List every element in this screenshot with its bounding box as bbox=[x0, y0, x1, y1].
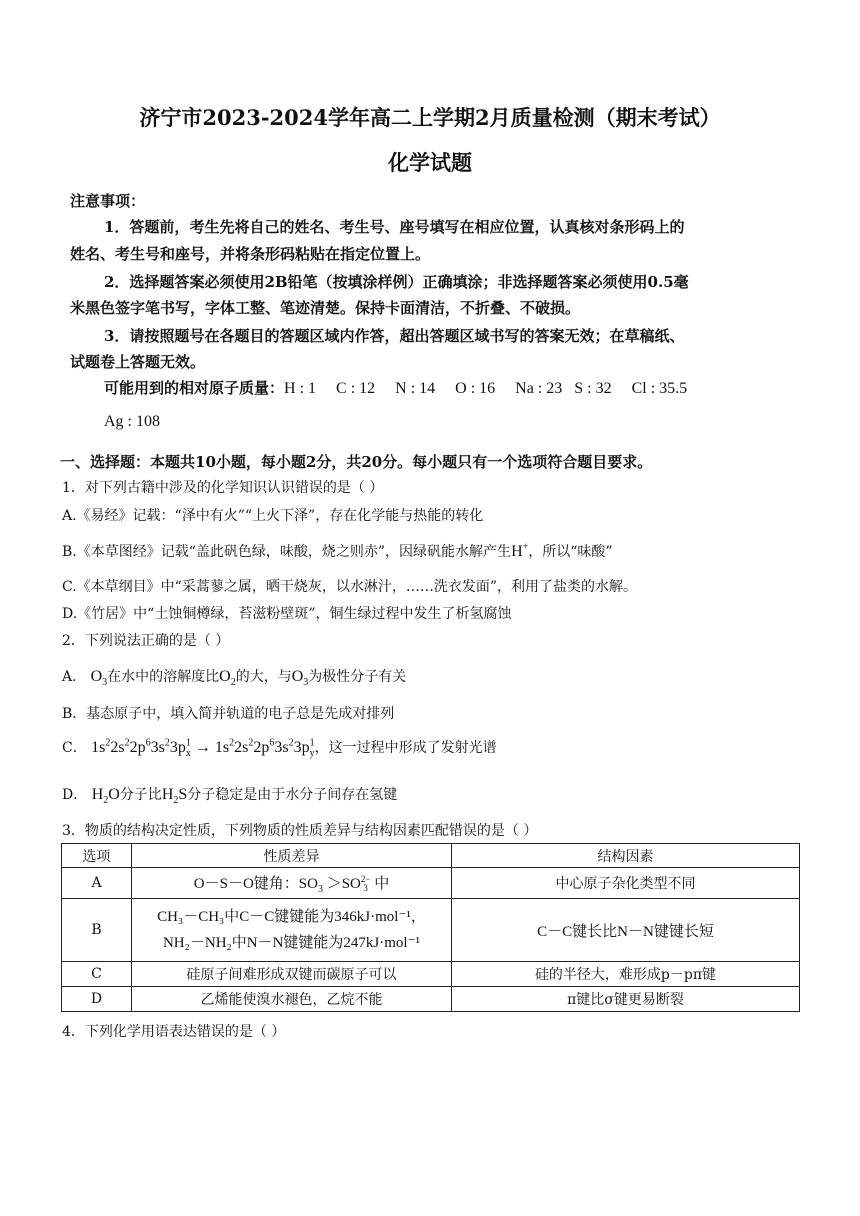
notice-item-3b: 试题卷上答题无效。 bbox=[70, 353, 206, 371]
option-d-text1: 分子比 bbox=[119, 787, 162, 803]
property-line-2: NH₂－NH₂中N－N键键能为247kJ·mol⁻¹ bbox=[162, 935, 421, 951]
question-2-option-b: B．基态原子中，填入简并轨道的电子总是先成对排列 bbox=[62, 706, 395, 722]
table-header-row bbox=[62, 844, 800, 868]
option-label: A． bbox=[62, 669, 87, 685]
table-header: 结构因素 bbox=[452, 844, 800, 868]
table-cell-cause: π键比σ键更易断裂 bbox=[452, 987, 800, 1012]
atomic-masses-values: H : 1 C : 12 N : 14 O : 16 Na : 23 S : 32 Cl : 35.5 bbox=[284, 380, 688, 397]
table-cell-option: B bbox=[62, 899, 132, 962]
table-cell-cause: 中心原子杂化类型不同 bbox=[452, 868, 800, 899]
question-2-option-a bbox=[62, 666, 406, 688]
atomic-masses-line1 bbox=[104, 377, 687, 398]
hydrogen-ion-symbol: H bbox=[511, 543, 523, 560]
question-1-option-a: A.《易经》记载：“泽中有火”“上火下泽”，存在化学能与热能的转化 bbox=[62, 508, 484, 524]
notice-item-1a: 1．答题前，考生先将自己的姓名、考生号、座号填写在相应位置，认真核对条形码上的 bbox=[104, 218, 685, 236]
table-cell-property: 硅原子间难形成双键而碳原子可以 bbox=[132, 962, 452, 987]
notice-item-2a: 2．选择题答案必须使用2B铅笔（按填涂样例）正确填涂；非选择题答案必须使用0.5毫 bbox=[104, 273, 689, 291]
question-3-stem: 3．物质的结构决定性质，下列物质的性质差异与结构因素匹配错误的是（ ） bbox=[62, 823, 538, 839]
table-header: 性质差异 bbox=[132, 844, 452, 868]
option-a-text3: 为极性分子有关 bbox=[308, 669, 407, 685]
table-row bbox=[62, 987, 800, 1012]
property-text: 中 bbox=[374, 875, 390, 892]
table-cell-option: D bbox=[62, 987, 132, 1012]
option-b-text: B.《本草图经》记载“盖此矾色绿，味酸，烧之则赤”，因绿矾能水解产生 bbox=[62, 544, 512, 560]
water-formula: $H_2O$ bbox=[91, 786, 120, 807]
hydrogen-ion: H+ bbox=[511, 541, 529, 560]
question-3-table bbox=[61, 843, 800, 1012]
notice-item-2b: 米黑色签字笔书写，字体工整、笔迹清楚。保持卡面清洁，不折叠、不破损。 bbox=[70, 299, 581, 317]
electron-configuration-transition: $1s^22s^22p^63s^23p^1_x \to 1s^22s^22p^63s^23p^1_y$ bbox=[91, 737, 315, 760]
table-cell-option: A bbox=[62, 868, 132, 899]
option-d-text2: 分子稳定是由于水分子间存在氢键 bbox=[187, 787, 398, 803]
notice-item-3a: 3．请按照题号在各题目的答题区域内作答，超出答题区域书写的答案无效；在草稿纸、 bbox=[104, 327, 685, 345]
table-cell-cause: 硅的半径大，难形成p－pπ键 bbox=[452, 962, 800, 987]
question-2-stem: 2．下列说法正确的是（ ） bbox=[62, 633, 230, 649]
question-1-stem: 1．对下列古籍中涉及的化学知识认识错误的是（ ） bbox=[62, 480, 384, 496]
ozone-formula-2: $O_3$ bbox=[291, 668, 309, 689]
option-label: C． bbox=[62, 740, 87, 756]
oxygen-formula: $O_2$ bbox=[219, 668, 236, 689]
table-cell-cause: C－C键长比N－N键键长短 bbox=[452, 899, 800, 962]
table-cell-property: O－S－O键角：$SO_3 >SO$ 2− 3 中 bbox=[132, 868, 452, 899]
notice-heading: 注意事项： bbox=[70, 192, 146, 210]
section-heading: 一、选择题：本题共10小题，每小题2分，共20分。每小题只有一个选项符合题目要求。 bbox=[60, 453, 653, 471]
exam-title: 济宁市2023-2024学年高二上学期2月质量检测（期末考试） bbox=[139, 105, 721, 130]
question-1-option-c: C.《本草纲目》中“采蒿蓼之属，晒干烧灰，以水淋汁，……洗衣发面”，利用了盐类的水解。 bbox=[62, 579, 637, 595]
question-1-option-d: D.《竹居》中“土蚀铜樽绿，苔滋粉壁斑”，铜生绿过程中发生了析氢腐蚀 bbox=[62, 606, 512, 622]
question-1-option-b bbox=[62, 541, 613, 561]
atomic-masses-label: 可能用到的相对原子质量： bbox=[104, 379, 285, 397]
table-cell-property: 乙烯能使溴水褪色，乙烷不能 bbox=[132, 987, 452, 1012]
notice-item-1b: 姓名、考生号和座号，并将条形码粘贴在指定位置上。 bbox=[70, 245, 431, 263]
table-header: 选项 bbox=[62, 844, 132, 868]
property-text: O－S－O键角：SO bbox=[193, 875, 318, 892]
exam-subtitle: 化学试题 bbox=[388, 150, 472, 175]
option-a-text1: 在水中的溶解度比 bbox=[107, 669, 220, 685]
option-a-text2: 的大，与 bbox=[235, 669, 292, 685]
table-cell-property bbox=[132, 899, 452, 962]
property-text: ＞SO bbox=[326, 875, 361, 892]
option-b-text-end: ，所以“味酸” bbox=[528, 544, 613, 560]
question-2-option-d bbox=[62, 784, 397, 806]
table-row bbox=[62, 899, 800, 962]
atomic-masses-line2: Ag : 108 bbox=[104, 413, 160, 430]
table-cell-option: C bbox=[62, 962, 132, 987]
option-label: D． bbox=[62, 787, 88, 803]
table-row bbox=[62, 868, 800, 899]
hydrogen-sulfide-formula: $H_2S$ bbox=[161, 786, 188, 807]
ozone-formula: $O_3$ bbox=[90, 668, 108, 689]
question-4-stem: 4．下列化学用语表达错误的是（ ） bbox=[62, 1024, 286, 1040]
option-c-text: ，这一过程中形成了发射光谱 bbox=[314, 740, 497, 756]
table-row bbox=[62, 962, 800, 987]
property-line-1: CH₃－CH₃中C－C键键能为346kJ·mol⁻¹， bbox=[157, 909, 426, 925]
question-2-option-c bbox=[62, 737, 497, 759]
